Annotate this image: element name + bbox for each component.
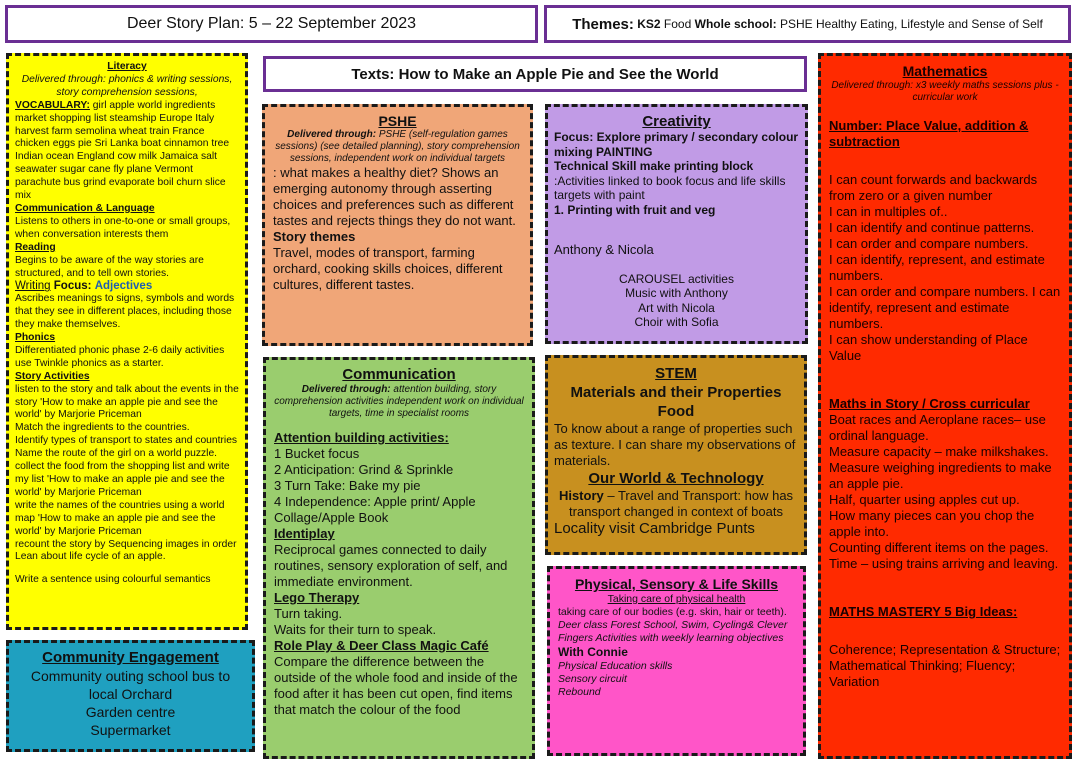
physical-with: With Connie <box>558 645 628 659</box>
stem-subtitle: Materials and their Properties <box>570 384 782 401</box>
story-activity: Lean about life cycle of an apple. <box>15 551 166 563</box>
story-activity: collect the food from the shopping list and write my list 'How to make an apple pie and see the world' by Marjorie Priceman <box>15 461 230 498</box>
pshe-panel <box>262 104 533 346</box>
attention-item: 1 Bucket focus <box>274 446 360 461</box>
number-item: I can order and compare numbers. I can identify, represent and estimate numbers. <box>829 284 1061 331</box>
carousel-line: Art with Nicola <box>638 300 715 315</box>
phonics-text: Differentiated phonic phase 2-6 daily activities use Twinkle phonics as a starter. <box>15 344 225 369</box>
physical-text: taking care of our bodies (e.g. skin, hair or teeth). <box>558 606 787 618</box>
history-text: – Travel and Transport: how has transport changed in context of boats <box>569 488 794 519</box>
maths-title: Mathematics <box>902 63 988 79</box>
physical-item: Physical Education skills <box>558 660 673 672</box>
creativity-staff: Anthony & Nicola <box>554 242 654 257</box>
technical-skill <box>554 159 799 203</box>
community-title: Community Engagement <box>42 649 219 666</box>
community-line: Supermarket <box>90 722 171 738</box>
identiplay-title: Identiplay <box>274 526 335 541</box>
attention-item: 3 Turn Take: Bake my pie <box>274 478 421 493</box>
communication-delivered-label: Delivered through: <box>301 384 391 395</box>
literacy-panel <box>6 53 248 630</box>
history-line <box>554 488 798 520</box>
creativity-focus: Focus: Explore primary / secondary colour mixing PAINTING <box>554 130 799 159</box>
world-tech-title: Our World & Technology <box>588 470 764 487</box>
physical-panel <box>547 566 806 756</box>
food-label: Food <box>663 17 692 31</box>
carousel-line: Choir with Sofia <box>634 315 719 329</box>
creativity-title: Creativity <box>642 113 711 130</box>
number-item: I can show understanding of Place Value <box>829 332 1028 363</box>
lego-item: Turn taking. <box>274 606 343 621</box>
communication-title: Communication <box>342 366 456 383</box>
communication-delivered-text: attention building, story comprehension activities independent work on individual targets, time in specialist rooms <box>274 384 524 419</box>
pshe-delivered-text: PSHE (self-regulation games sessions) (see detailed planning), story comprehension sessions, independent work on individual targets <box>275 129 520 164</box>
literacy-delivered: Delivered through: phonics & writing sessions, story comprehension sessions, <box>21 73 233 98</box>
themes-header <box>544 5 1071 43</box>
community-line: Community outing school bus to local Orchard <box>30 668 231 702</box>
roleplay-text: Compare the difference between the outside of the whole food and inside of the food after it has been cut open, find items that match the colour of the food <box>274 654 518 717</box>
sentence-activity: Write a sentence using colourful semantics <box>15 574 211 586</box>
physical-title: Physical, Sensory & Life Skills <box>574 576 779 592</box>
attention-item: 2 Anticipation: Grind & Sprinkle <box>274 462 454 477</box>
story-themes-text: Travel, modes of transport, farming orchard, cooking skills choices, different cultures, different tastes. <box>273 245 503 292</box>
mastery-title: MATHS MASTERY 5 Big Ideas: <box>829 604 1018 619</box>
whole-school-label: Whole school: <box>694 17 777 31</box>
vocabulary-block <box>15 100 239 203</box>
story-themes-title: Story themes <box>273 229 356 244</box>
carousel-line: Music with Anthony <box>625 286 728 300</box>
roleplay-title: Role Play & Deer Class Magic Café <box>274 638 489 653</box>
identiplay-text: Reciprocal games connected to daily routines, sensory exploration of self, and immediate environment. <box>274 542 508 589</box>
number-item: I can order and compare numbers. <box>829 236 1029 251</box>
focus-value: Adjectives <box>94 280 153 293</box>
carousel-line: CAROUSEL activities <box>619 271 734 286</box>
number-item: I can identify and continue patterns. <box>829 220 1035 235</box>
themes-label: Themes: <box>572 15 634 33</box>
physical-item: Rebound <box>558 686 601 698</box>
history-label: History <box>558 488 604 503</box>
pshe-delivered-label: Delivered through: <box>287 129 377 140</box>
maths-delivered: Delivered through: x3 weekly maths sessions plus -curricular work <box>831 80 1059 103</box>
whole-school-text: PSHE Healthy Eating, Lifestyle and Sense of Self <box>779 17 1043 31</box>
phonics-title: Phonics <box>15 332 56 344</box>
lego-title: Lego Therapy <box>274 590 360 605</box>
physical-sub: Taking care of physical health <box>607 593 746 605</box>
lego-item: Waits for their turn to speak. <box>274 622 437 637</box>
maths-story-title: Maths in Story / Cross curricular <box>829 396 1030 411</box>
attention-title: Attention building activities: <box>274 430 449 445</box>
reading-title: Reading <box>15 241 56 253</box>
stem-title: STEM <box>655 365 697 382</box>
creativity-panel <box>545 104 808 344</box>
maths-story-item: Half, quarter using apples cut up. <box>829 492 1020 507</box>
technical-label: Technical Skill make printing block <box>554 159 754 173</box>
maths-story-item: Time – using trains arriving and leaving. <box>829 556 1059 571</box>
mastery-text: Coherence; Representation & Structure; Mathematical Thinking; Fluency; Variation <box>829 642 1061 689</box>
pshe-title: PSHE <box>378 113 417 129</box>
maths-story-item: Counting different items on the pages. <box>829 540 1049 555</box>
reading-text: Begins to be aware of the way stories are structured, and to tell own stories. <box>15 254 204 279</box>
community-panel <box>6 640 255 752</box>
story-activity: Match the ingredients to the countries. <box>15 422 190 434</box>
plan-title <box>5 5 538 43</box>
stem-text: To know about a range of properties such as texture. I can share my observations of materials. <box>554 421 796 468</box>
community-line: Garden centre <box>85 704 176 720</box>
creativity-item: 1. Printing with fruit and veg <box>554 202 716 217</box>
maths-story-item: How many pieces can you chop the apple into. <box>829 508 1035 539</box>
story-activity: recount the story by Sequencing images in order <box>15 538 237 550</box>
writing-focus <box>15 280 239 293</box>
number-item: I can identify, represent, and estimate numbers. <box>829 252 1045 283</box>
literacy-title: Literacy <box>107 61 147 72</box>
maths-story-item: Measure weighing ingredients to make an apple pie. <box>829 460 1052 491</box>
vocabulary-text: girl apple world ingredients market shopping list steamship Europe Italy harvest farm semolina wheat train France chicken eggs pie Sri Lanka boat cinnamon tree Indian ocean England cow milk Jamaica salt seawater sugar cane fly plane Vermont parachute bus grind evaporate boil churn slice mix <box>15 99 230 202</box>
locality-visit: Locality visit Cambridge Punts <box>554 520 755 537</box>
comm-lang-text: Listens to others in one-to-one or small groups, when conversation interests them <box>15 215 231 240</box>
plan-title-text: Deer Story Plan: 5 – 22 September 2023 <box>126 15 417 32</box>
pshe-body: : what makes a healthy diet? Shows an emerging autonomy through asserting choices and preferences such as different tastes and rejects things they do not want. <box>273 165 516 228</box>
physical-item: Sensory circuit <box>558 673 627 685</box>
number-item: I can count forwards and backwards from zero or a given number <box>829 172 1038 203</box>
story-activity: Identify types of transport to states and countries <box>15 435 238 447</box>
maths-story-item: Measure capacity – make milkshakes. <box>829 444 1049 459</box>
number-title: Number: Place Value, addition & subtraction <box>829 118 1029 149</box>
texts-banner <box>263 56 807 92</box>
story-activity: write the names of the countries using a world map 'How to make an apple pie and see the world' by Marjorie Priceman <box>15 499 225 537</box>
writing-text: Ascribes meanings to signs, symbols and words that they see in different places, including those they make themselves. <box>15 293 235 331</box>
number-item: I can in multiples of.. <box>829 204 948 219</box>
pshe-delivered <box>273 129 522 165</box>
story-activity: Name the route of the girl on a world puzzle. <box>15 448 218 460</box>
texts-banner-text: Texts: How to Make an Apple Pie and See the World <box>351 65 719 83</box>
vocabulary-label: VOCABULARY: <box>15 99 90 111</box>
maths-story-item: Boat races and Aeroplane races– use ordinal language. <box>829 412 1046 443</box>
focus-label: Focus: <box>53 280 92 293</box>
physical-italic: Deer class Forest School, Swim, Cycling& Clever Fingers Activities with weekly learning objectives <box>558 619 788 644</box>
technical-text: :Activities linked to book focus and life skills targets with paint <box>554 173 786 202</box>
maths-panel <box>818 53 1072 759</box>
communication-panel <box>263 357 535 759</box>
writing-label: Writing <box>15 280 51 293</box>
story-activities-title: Story Activities <box>15 370 90 382</box>
story-activity: listen to the story and talk about the events in the story 'How to make an apple pie and see the world' by Marjorie Priceman <box>15 383 239 421</box>
comm-lang-title: Communication & Language <box>15 202 155 214</box>
stem-panel <box>545 355 807 555</box>
ks2-label: KS2 <box>637 17 661 31</box>
communication-delivered <box>274 384 524 420</box>
stem-subtitle-food: Food <box>657 403 695 420</box>
attention-item: 4 Independence: Apple print/ Apple Collage/Apple Book <box>274 494 476 525</box>
